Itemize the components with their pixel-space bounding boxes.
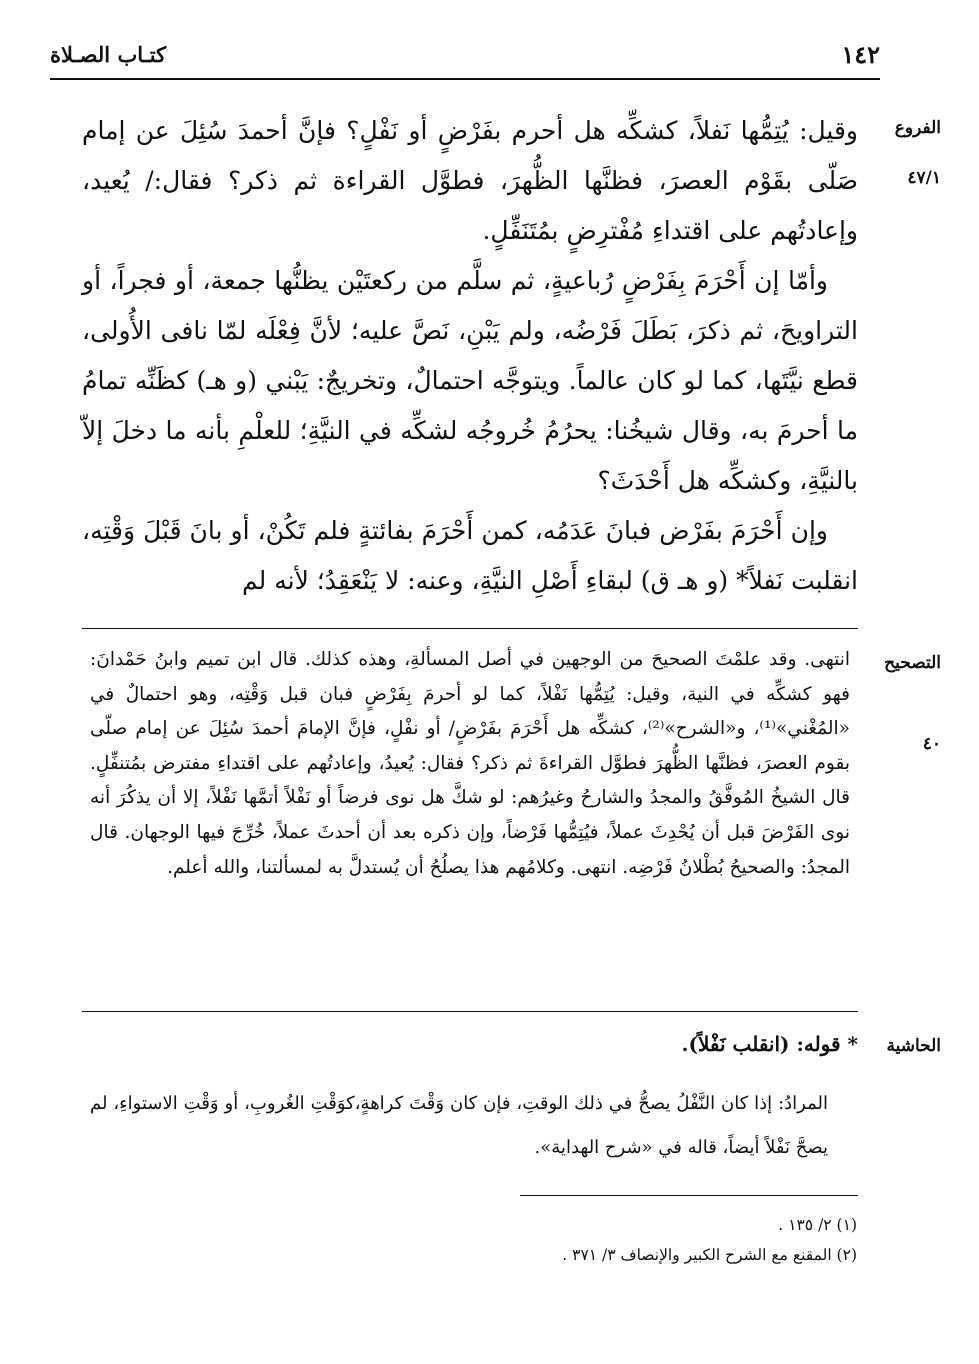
commentary-section-label: التصحيح	[884, 653, 941, 673]
main-text	[82, 106, 858, 606]
header-rule	[50, 78, 880, 80]
gloss-heading: * قوله: (انقلب نَفْلاً).	[681, 1032, 858, 1056]
section-divider	[82, 1011, 858, 1012]
footnote-item: (٢) المقنع مع الشرح الكبير والإنصاف ٣/ ٣٧١ .	[562, 1246, 857, 1264]
main-section-label: الفروع	[894, 118, 941, 138]
main-paragraph: وإن أَحْرَمَ بفَرْض فبانَ عَدَمُه، كمن أَحْرَمَ بفائتةٍ فلم تَكُنْ، أو بانَ قَبْلَ وَقْتِه، انقلبت نَفلاً* (و هـ ق) لبقاءِ أَصْلِ النيَّةِ، وعنه: لا يَنْعَقِدُ؛ لأنه لم	[82, 516, 858, 595]
footnotes	[562, 1210, 857, 1270]
commentary-text: انتهى. وقد علمْتَ الصحيحَ من الوجهين في أصل المسألةِ، وهذه كذلك. قال ابن تميم وابنُ حَمْدانَ: فهو كشكِّه في النية، وقيل: يُتِمُّها نَفْلاً، كما لو أحرمَ بِفَرْضٍ فبان قبل وَقْتِه، وهو احتمالٌ في «المُغْني»⁽¹⁾، و«الشرح»⁽²⁾، كشكِّه هل أَحْرَمَ بفَرْضٍ/ أو نفْلٍ، فإنَّ الإمامَ أحمدَ سُئِلَ عن إمام صلّى بقوم العصرَ، فظنَّها الظُّهرَ فطوَّل القراءةَ ثم ذكر؟ فقال: يُعيدُ، وإعادتُهم على اقتداءِ مفترض بمُتنفِّلٍ. قال الشيخُ المُوفَّقُ والمجدُ والشارحُ وغيرُهم: لو شكَّ هل نوى فرضاً أو نَفْلاً أتمَّها نَفْلاً، إلا أن يذكُرَ أنه نوى الفَرْضَ قبل أن يُحْدِثَ عملاً، فيُتِمُّها فَرْضاً، وإن ذكره بعد أن أحدثَ عملاً، خُرِّجَ فيها الوجهان. قال المجدُ: والصحيحُ بُطْلانُ فَرْضِه. انتهى. وكلامُهم هذا يصلُحُ أن يُستدلَّ به لمسألتنا، والله أعلم.	[90, 649, 850, 878]
running-header	[50, 40, 880, 74]
footnote-rule	[520, 1195, 858, 1196]
main-paragraph: وقيل: يُتِمُّها نَفلاً، كشكِّه هل أحرم بفَرْضٍ أو نَفْلٍ؟ فإنَّ أحمدَ سُئِلَ عن إمام صَلّى بقَوْم العصرَ، فظنَّها الظُّهرَ، فطوَّل القراءة ثم ذكر؟ فقال:/ يُعيد، وإعادتُهم على اقتداءِ مُفْترِضٍ بمُتَنَفِّلٍ.	[82, 116, 858, 245]
commentary-page-ref: ٤٠	[922, 734, 941, 754]
footnote-item: (١) ٢/ ١٣٥ .	[778, 1216, 857, 1234]
gloss-text: المرادُ: إذا كان النَّفْلُ يصحُّ في ذلك الوقتِ، فإن كان وَقْتَ كراهةٍ،كوَقْتِ الغُروبِ، أو وَقْتِ الاستواءِ، لم يصحَّ نَفْلاً أيضاً، قاله في «شرح الهداية».	[90, 1093, 828, 1158]
page-number: ١٤٢	[841, 40, 880, 69]
main-paragraph: وأمّا إن أَحْرَمَ بِفَرْضٍ رُباعيةٍ، ثم سلَّم من ركعتَيْن يظنُّها جمعة، أو فجراً، أو التراويحَ، ثم ذكرَ، بَطَلَ فَرْضُه، ولم يَبْنِ، نَصَّ عليه؛ لأنَّ فِعْلَه لمّا نافى الأُولى، قطع نيَّتَها، كما لو كان عالماً. ويتوجَّه احتمالٌ، وتخريجٌ: يَبْني (و هـ) كظَنِّه تمامُ ما أحرمَ به، وقال شيخُنا: يحرُمُ خُروجُه لشكِّه في النيَّةِ؛ للعلْمِ بأنه ما دخلَ إلاّ بالنيَّةِ، وكشكِّه هل أَحْدَثَ؟	[82, 266, 858, 495]
section-divider	[82, 628, 858, 629]
gloss-section-label: الحاشية	[886, 1036, 941, 1056]
book-title: كتـاب الصـلاة	[50, 42, 167, 67]
main-page-ref: ٤٧/١	[907, 168, 941, 188]
